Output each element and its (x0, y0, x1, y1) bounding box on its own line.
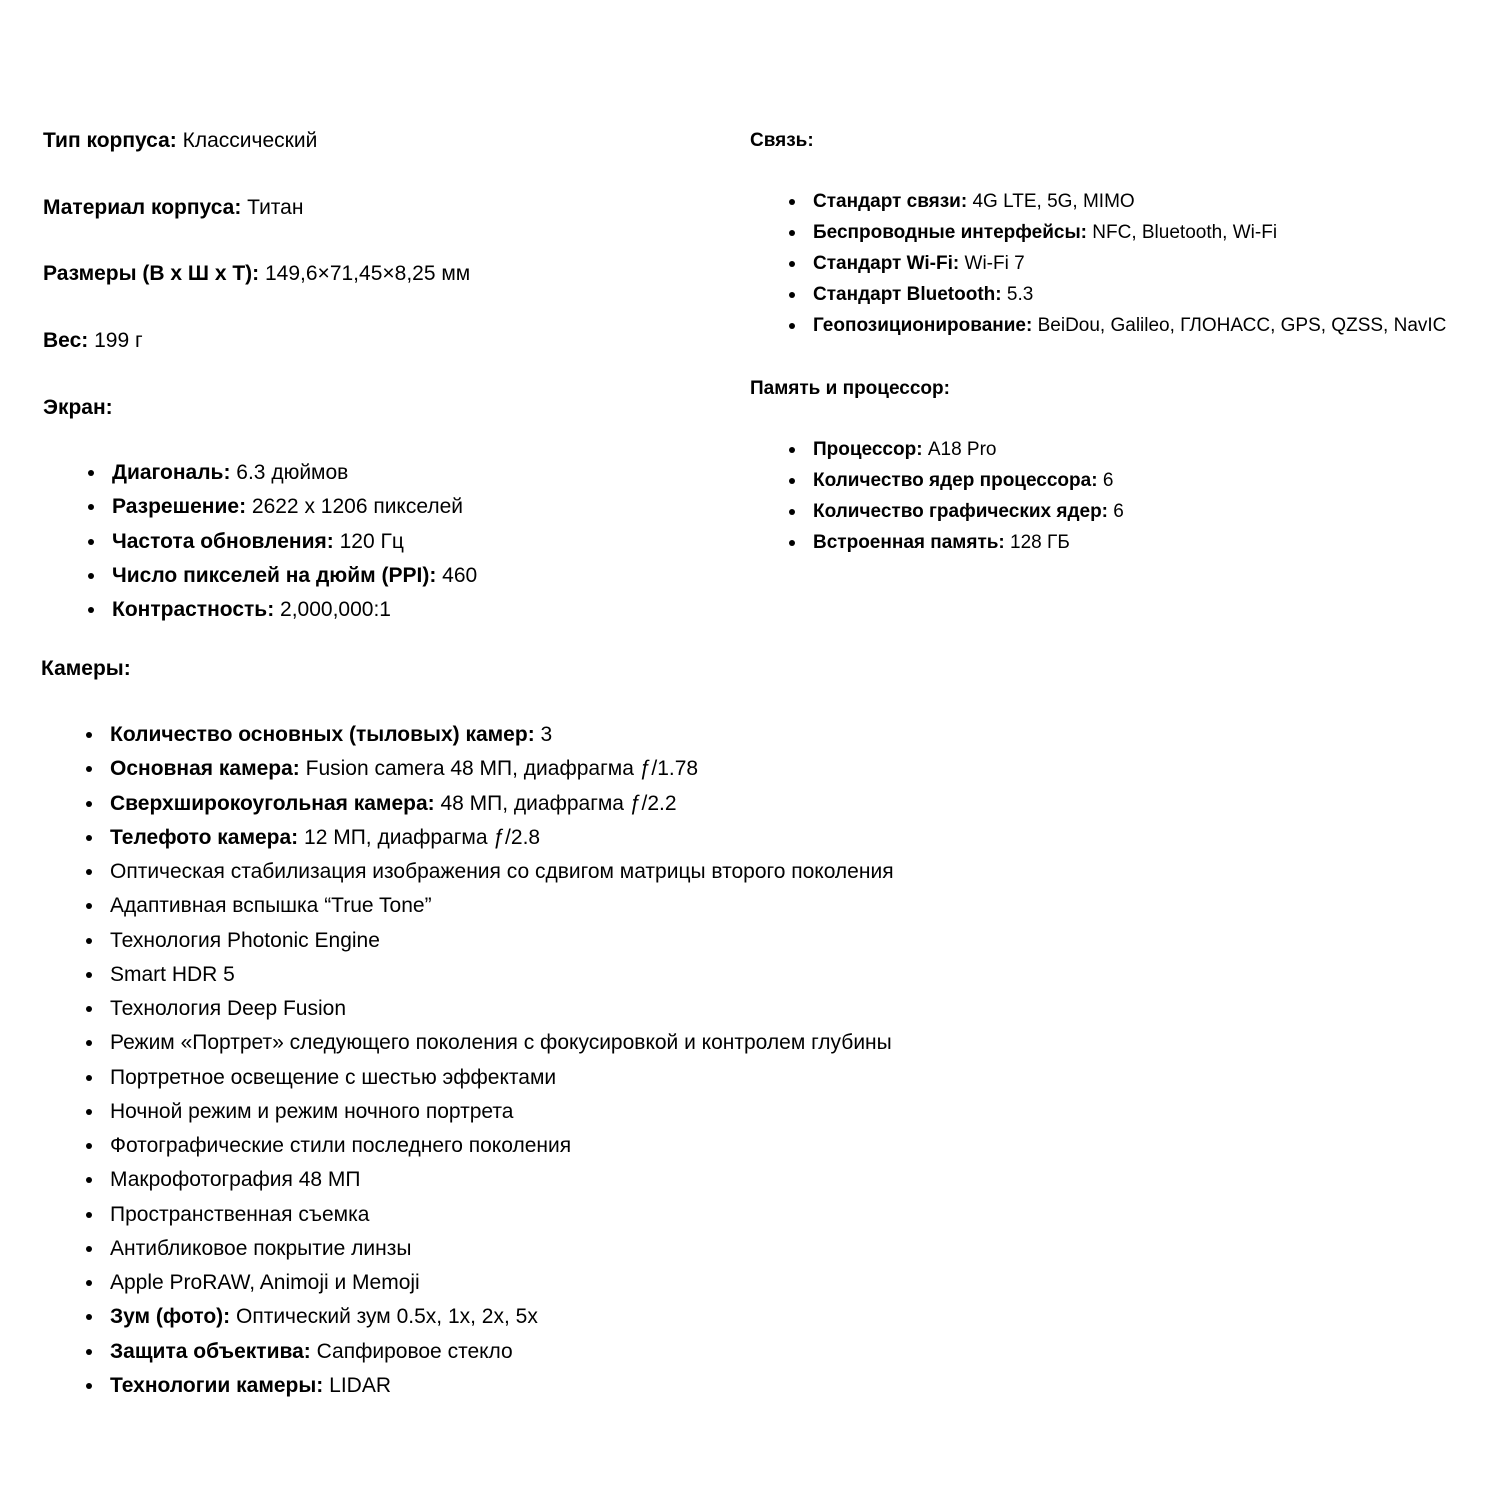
spec-value: Технология Photonic Engine (110, 928, 380, 952)
spec-value: 120 Гц (333, 529, 404, 553)
camera-spec-list (110, 722, 894, 1407)
spec-value: A18 Pro (922, 439, 997, 460)
list-item (110, 1304, 894, 1338)
list-item (813, 469, 1124, 500)
spec-label: Количество основных (тыловых) камер: (110, 723, 535, 746)
list-item (110, 928, 894, 962)
spec-value: Классический (176, 129, 318, 152)
spec-label: Размеры (В х Ш х Т): (43, 262, 260, 285)
spec-value: Fusion camera 48 МП, диафрагма ƒ/1.78 (299, 757, 699, 781)
memory-spec-list (813, 438, 1124, 562)
list-item (110, 996, 894, 1030)
list-item (112, 529, 477, 563)
list-item (110, 791, 894, 825)
spec-value: BeiDou, Galileo, ГЛОНАСС, GPS, QZSS, NavIC (1032, 315, 1447, 336)
list-item (112, 460, 477, 494)
spec-label: Частота обновления: (112, 529, 334, 553)
spec-value: Технология Deep Fusion (110, 997, 347, 1020)
spec-value: 6 (1108, 501, 1124, 522)
spec-label: Вес: (43, 329, 89, 352)
spec-label: Основная камера: (110, 757, 300, 781)
spec-value: 128 ГБ (1004, 532, 1070, 553)
spec-label: Число пикселей на дюйм (PPI): (112, 563, 437, 587)
spec-value: 2622 x 1206 пикселей (246, 495, 464, 519)
spec-value: Smart HDR 5 (110, 962, 235, 986)
list-item (110, 893, 894, 927)
list-item (110, 1270, 894, 1304)
spec-value: 3 (534, 723, 553, 746)
spec-label: Процессор: (813, 439, 923, 460)
spec-label: Диагональ: (112, 461, 231, 484)
spec-value: Макрофотография 48 МП (110, 1168, 361, 1192)
list-item (813, 283, 1446, 314)
list-item (110, 1202, 894, 1236)
list-item (813, 252, 1446, 283)
list-item (112, 494, 477, 528)
spec-value: Антибликовое покрытие линзы (110, 1236, 412, 1260)
spec-label: Беспроводные интерфейсы: (813, 222, 1087, 243)
list-item (110, 1099, 894, 1133)
spec-label: Материал корпуса: (43, 196, 242, 219)
spec-label: Зум (фото): (110, 1305, 231, 1329)
spec-label: Разрешение: (112, 495, 247, 519)
list-item (110, 756, 894, 790)
list-item (112, 563, 477, 597)
section-heading-cameras: Камеры: (41, 657, 131, 680)
spec-value: Портретное освещение с шестью эффектами (110, 1065, 557, 1089)
list-item (110, 962, 894, 996)
spec-value: Пространственная съемка (110, 1202, 370, 1226)
list-item (813, 221, 1446, 252)
list-item (110, 722, 894, 756)
spec-label: Стандарт Bluetooth: (813, 284, 1002, 305)
spec-label: Защита объектива: (110, 1339, 311, 1363)
connectivity-spec-list (813, 190, 1446, 345)
list-item (110, 1133, 894, 1167)
spec-label: Технологии камеры: (110, 1373, 324, 1397)
section-heading-memory: Память и процессор: (750, 378, 950, 399)
spec-label: Количество ядер процессора: (813, 470, 1098, 491)
spec-label: Стандарт Wi-Fi: (813, 253, 960, 274)
spec-value: 6.3 дюймов (230, 461, 349, 484)
spec-body-material (43, 195, 303, 221)
spec-value: 5.3 (1001, 284, 1034, 305)
list-item (813, 190, 1446, 221)
spec-value: 2,000,000:1 (274, 598, 391, 622)
section-heading-screen: Экран: (43, 396, 113, 419)
spec-value: 12 МП, диафрагма ƒ/2.8 (298, 825, 541, 849)
list-item (112, 597, 477, 631)
list-item (110, 1065, 894, 1099)
spec-value: Оптическая стабилизация изображения со сдвигом матрицы второго поколения (110, 860, 894, 883)
spec-value: Фотографические стили последнего поколения (110, 1134, 572, 1157)
spec-label: Контрастность: (112, 598, 275, 622)
list-item (110, 1236, 894, 1270)
spec-label: Количество графических ядер: (813, 501, 1109, 522)
list-item (110, 1339, 894, 1373)
spec-value: 460 (436, 563, 478, 587)
spec-value: Wi-Fi 7 (959, 253, 1025, 274)
spec-value: LIDAR (323, 1373, 391, 1397)
list-item (110, 859, 894, 893)
spec-weight (43, 328, 143, 354)
spec-value: 48 МП, диафрагма ƒ/2.2 (434, 791, 677, 815)
spec-dimensions (43, 261, 470, 287)
list-item (813, 314, 1446, 345)
spec-value: Сапфировое стекло (310, 1339, 513, 1363)
spec-label: Встроенная память: (813, 532, 1005, 553)
list-item (813, 531, 1124, 562)
list-item (110, 1167, 894, 1201)
list-item (110, 1030, 894, 1064)
spec-value: Ночной режим и режим ночного портрета (110, 1099, 514, 1123)
spec-value: 149,6×71,45×8,25 мм (259, 262, 471, 285)
spec-value: Титан (241, 196, 304, 219)
list-item (813, 438, 1124, 469)
screen-spec-list (112, 460, 477, 631)
spec-label: Тип корпуса: (43, 129, 177, 152)
list-item (813, 500, 1124, 531)
spec-label: Телефото камера: (110, 825, 299, 849)
spec-value: Apple ProRAW, Animoji и Memoji (110, 1271, 420, 1294)
spec-label: Геопозиционирование: (813, 315, 1033, 336)
spec-value: 4G LTE, 5G, MIMO (967, 191, 1135, 212)
spec-label: Сверхширокоугольная камера: (110, 791, 435, 815)
section-heading-connectivity: Связь: (750, 130, 814, 151)
list-item (110, 1373, 894, 1407)
spec-value: 199 г (88, 329, 143, 352)
list-item (110, 825, 894, 859)
spec-value: Оптический зум 0.5x, 1x, 2x, 5x (230, 1305, 538, 1329)
spec-value: 6 (1097, 470, 1114, 491)
spec-value: Адаптивная вспышка “True Tone” (110, 894, 432, 918)
spec-value: Режим «Портрет» следующего поколения с фокусировкой и контролем глубины (110, 1031, 892, 1055)
spec-value: NFC, Bluetooth, Wi-Fi (1087, 222, 1278, 243)
spec-body-type (43, 128, 317, 154)
spec-label: Стандарт связи: (813, 191, 968, 212)
